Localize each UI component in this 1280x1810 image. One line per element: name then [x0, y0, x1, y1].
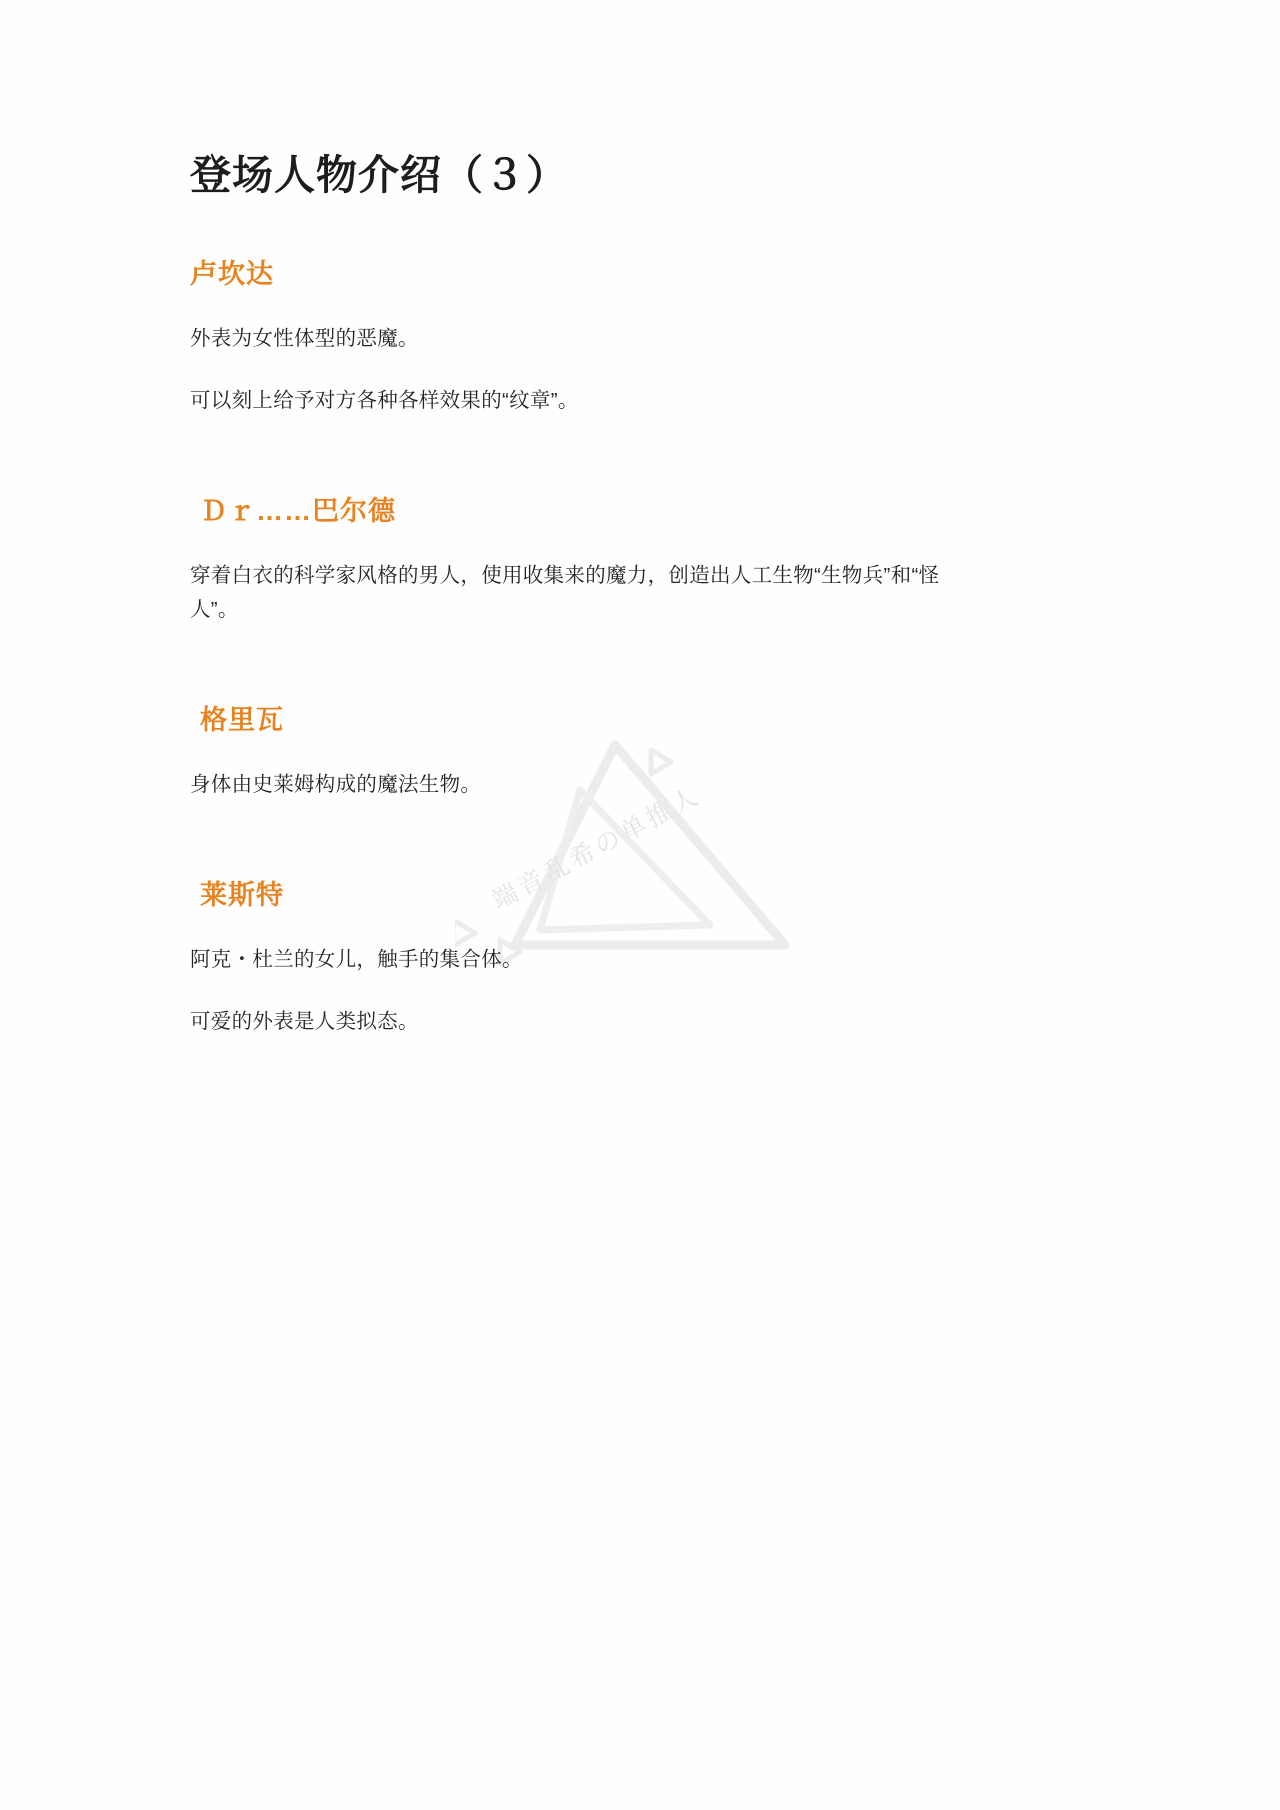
watermark-text: 端音乱希の单推人	[488, 782, 706, 916]
character-description-paragraph: 可以刻上给予对方各种各样效果的“纹章”。	[190, 389, 579, 413]
section-spacer	[190, 468, 1090, 494]
character-name-heading: 卢坎达	[190, 259, 274, 290]
character-description-paragraph: 可爱的外表是人类拟态。	[190, 1009, 419, 1033]
character-section-lukanda	[190, 257, 1090, 418]
character-name-heading: 莱斯特	[200, 879, 284, 910]
character-section-laisite	[190, 878, 1090, 1039]
character-description-paragraph: 穿着白衣的科学家风格的男人，使用收集来的魔力，创造出人工生物“生物兵”和“怪人”。	[190, 564, 940, 621]
section-spacer	[190, 677, 1090, 703]
character-section-dr-balde	[190, 494, 1090, 627]
character-name-heading: Ｄｒ……巴尔德	[200, 495, 396, 526]
character-description-paragraph: 阿克・杜兰的女儿，触手的集合体。	[190, 947, 523, 971]
document-content	[190, 150, 1090, 1038]
character-section-geliwa	[190, 703, 1090, 802]
section-spacer	[190, 852, 1090, 878]
character-name-heading: 格里瓦	[200, 704, 284, 735]
character-description-paragraph: 外表为女性体型的恶魔。	[190, 327, 419, 351]
page-title: 登场人物介绍（３）	[190, 152, 568, 198]
character-description-paragraph: 身体由史莱姆构成的魔法生物。	[190, 772, 482, 796]
